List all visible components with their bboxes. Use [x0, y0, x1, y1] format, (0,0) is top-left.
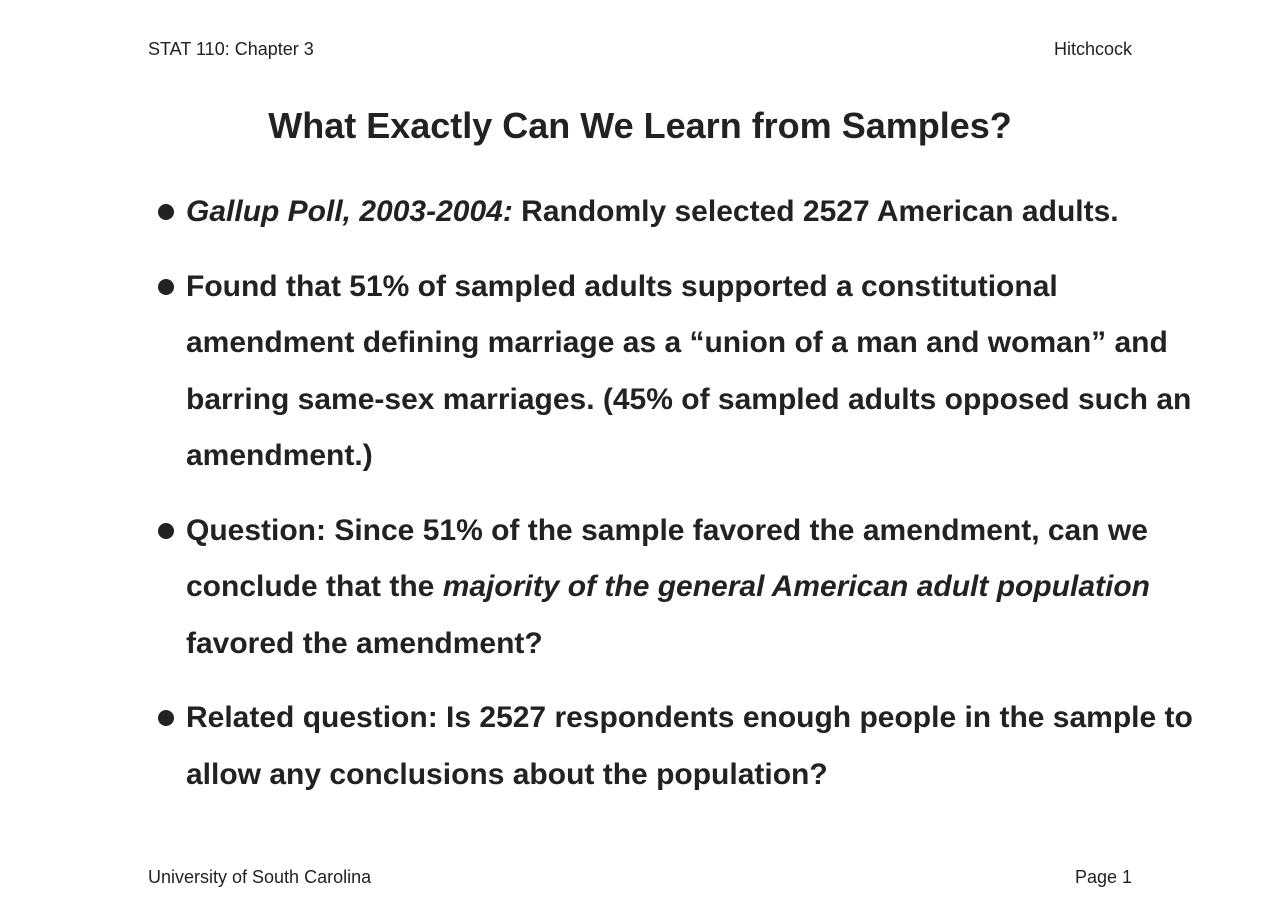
- bullet-text: Randomly selected 2527 American adults.: [512, 195, 1119, 228]
- bullet-text-before: Question: Since 51% of the sample favored the amendment, can we conclude that the: [186, 513, 1148, 603]
- footer-institution: University of South Carolina: [148, 867, 372, 887]
- bullet-text: Found that 51% of sampled adults supported a constitutional amendment defining marriage as a “union of a man and woman” and barring same-sex marriages. (45% of sampled adults opposed such an amendment.): [186, 269, 1192, 472]
- bullet-dot-icon: [158, 523, 174, 539]
- header-course: STAT 110: Chapter 3: [148, 39, 314, 59]
- bullet-item-question: [156, 503, 1196, 673]
- bullet-item-finding: [156, 259, 1196, 485]
- bullet-dot-icon: [158, 710, 174, 726]
- bullet-dot-icon: [158, 279, 174, 295]
- bullet-lead-italic: Gallup Poll, 2003-2004:: [186, 195, 513, 228]
- header-author: Hitchcock: [1053, 39, 1132, 59]
- bullet-text: Related question: Is 2527 respondents enough people in the sample to allow any conclusions about the population?: [186, 701, 1193, 791]
- bullet-dot-icon: [158, 204, 174, 220]
- bullet-italic-phrase: majority of the general American adult population: [442, 570, 1151, 603]
- bullet-item-gallup: [156, 184, 1196, 241]
- bullet-item-related-question: [156, 690, 1196, 803]
- bullet-text-after: favored the amendment?: [186, 626, 543, 660]
- bullet-list: [156, 184, 1196, 821]
- footer-page-number: Page 1: [1074, 867, 1132, 887]
- slide-title: What Exactly Can We Learn from Samples?: [268, 105, 1012, 146]
